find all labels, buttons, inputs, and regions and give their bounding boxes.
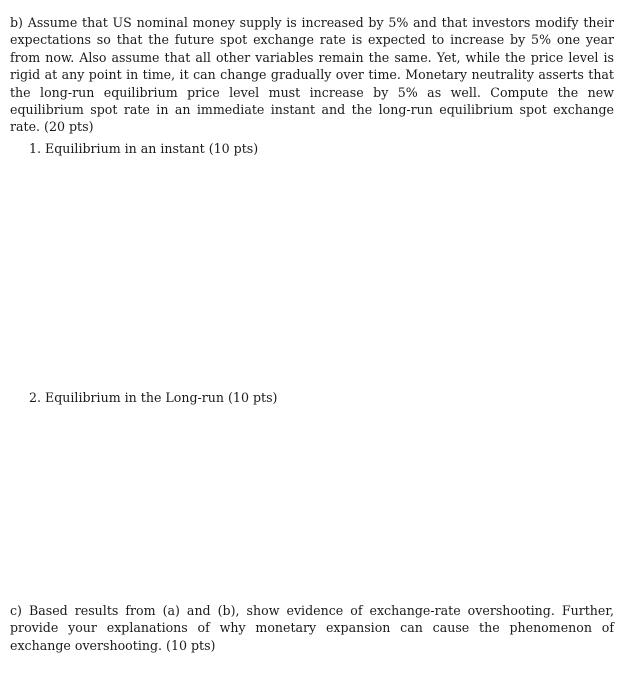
question-part-b: b) Assume that US nominal money supply is increased by 5% and that investors modify their expectations so that the future spot exchange rate is expected to increase by 5% one year from now. Also assume that all other variables remain the same. Yet, while the price level is rigid at any point in time, it can change gradually over time. Monetary neutrality asserts that the long-run equilibrium price level must increase by 5% as well. Compute the new equilibrium spot rate in an immediate instant and the long-run equilibrium spot exchange rate. (20 pts) [10, 15, 614, 135]
subquestion-equilibrium-instant: 1. Equilibrium in an instant (10 pts) [29, 141, 259, 156]
question-part-c: c) Based results from (a) and (b), show evidence of exchange-rate overshooting. Further, provide your explanations of why monetary expansion can cause the phenomenon of exchange overshooting. (10 pts) [10, 603, 614, 653]
subquestion-equilibrium-long-run: 2. Equilibrium in the Long-run (10 pts) [29, 390, 278, 405]
